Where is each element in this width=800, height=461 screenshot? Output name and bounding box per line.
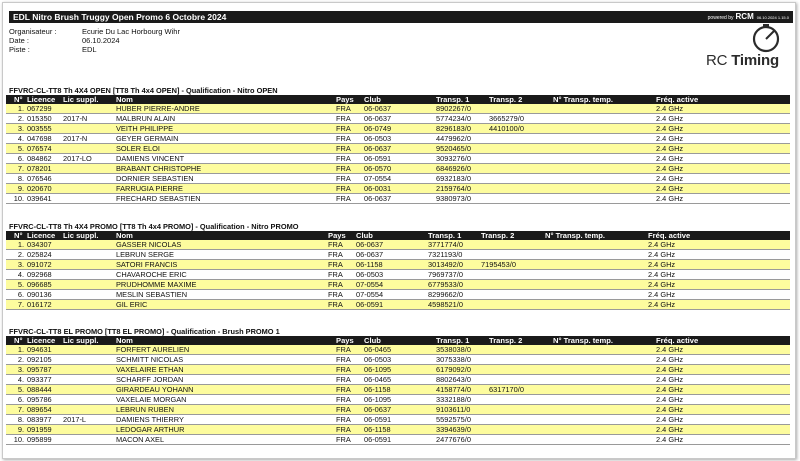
col-club-cell: 06-0637 [364,405,392,414]
col-num-cell: 5. [17,385,24,394]
col-licence-cell: 083977 [27,415,52,424]
col-transp1-cell: 4598521/0 [428,300,463,309]
col-club-cell: 06-0591 [364,154,392,163]
table-row [6,250,790,260]
table-row [6,240,790,250]
col-club-cell: 06-0591 [364,435,392,444]
col-num-cell: 7. [17,164,24,173]
col-nom-cell: LEBRUN SERGE [116,250,174,259]
table-row [6,270,790,280]
col-num-cell: 10. [13,435,24,444]
col-freq-cell: 2.4 GHz [656,124,684,133]
col-club-header: Club [364,336,381,345]
col-nom-cell: CHAVAROCHE ERIC [116,270,187,279]
col-transp1-cell: 8902267/0 [436,104,471,113]
col-num-cell: 1. [17,240,24,249]
col-licence-cell: 088444 [27,385,52,394]
col-nom-cell: PRUDHOMME MAXIME [116,280,197,289]
col-licence-cell: 092105 [27,355,52,364]
col-freq-cell: 2.4 GHz [656,365,684,374]
table-row [6,395,790,405]
col-pays-cell: FRA [328,250,343,259]
col-lic-suppl-cell: 2017-N [63,114,88,123]
col-transp1-cell: 7969737/0 [428,270,463,279]
col-lic-suppl-header: Lic suppl. [63,336,99,345]
col-club-cell: 06-1158 [356,260,383,269]
col-num-cell: 3. [17,124,24,133]
col-nom-cell: SOLER ELOI [116,144,160,153]
col-freq-cell: 2.4 GHz [656,435,684,444]
col-transp1-cell: 9380973/0 [436,194,471,203]
col-nom-header: Nom [116,231,133,240]
col-licence-cell: 034307 [27,240,52,249]
col-transp2-cell: 3665279/0 [489,114,524,123]
col-pays-cell: FRA [336,184,351,193]
col-transp1-cell: 3075338/0 [436,355,471,364]
col-nom-cell: VAXELAIE MORGAN [116,395,187,404]
col-num-header: N° [14,95,23,104]
col-nom-cell: SCHMITT NICOLAS [116,355,184,364]
col-freq-cell: 2.4 GHz [656,194,684,203]
col-pays-cell: FRA [336,114,351,123]
col-club-cell: 06-0637 [364,114,392,123]
col-num-cell: 4. [17,375,24,384]
col-club-cell: 07-0554 [356,280,384,289]
col-pays-cell: FRA [336,385,351,394]
col-nom-cell: MESLIN SEBASTIEN [116,290,188,299]
col-licence-cell: 025824 [27,250,52,259]
document-title: EDL Nitro Brush Truggy Open Promo 6 Octobre 2024 [13,12,227,22]
col-licence-cell: 096685 [27,280,52,289]
section-title: FFVRC-CL-TT8 Th 4X4 PROMO [TT8 Th 4x4 PROMO] - Qualification - Nitro PROMO [9,222,299,231]
stopwatch-icon [702,22,792,56]
col-freq-cell: 2.4 GHz [648,300,676,309]
col-licence-cell: 094631 [27,345,52,354]
col-freq-cell: 2.4 GHz [656,375,684,384]
col-num-cell: 3. [17,260,24,269]
col-transp1-header: Transp. 1 [428,231,462,240]
version-text: 06.10.2024 1.15.0 [756,15,789,20]
col-freq-header: Fréq. active [656,95,699,104]
table-row [6,300,790,310]
col-licence-cell: 095786 [27,395,52,404]
col-num-cell: 6. [17,154,24,163]
col-pays-cell: FRA [336,174,351,183]
table-row [6,260,790,270]
col-licence-cell: 090136 [27,290,52,299]
col-club-cell: 06-1158 [364,385,391,394]
col-num-header: N° [14,336,23,345]
col-freq-cell: 2.4 GHz [648,280,676,289]
col-transp1-cell: 6179092/0 [436,365,471,374]
col-licence-header: Licence [27,336,56,345]
col-club-cell: 06-0465 [364,375,392,384]
col-pays-header: Pays [336,336,354,345]
col-nom-cell: VAXELAIRE ETHAN [116,365,184,374]
results-section [6,86,790,204]
col-pays-cell: FRA [336,194,351,203]
col-pays-cell: FRA [328,300,343,309]
col-transp-temp-header: N° Transp. temp. [553,336,614,345]
col-nom-cell: LEBRUN RUBEN [116,405,174,414]
col-lic-suppl-header: Lic suppl. [63,231,99,240]
col-pays-cell: FRA [336,395,351,404]
col-club-cell: 06-1095 [364,395,392,404]
col-pays-cell: FRA [336,365,351,374]
col-transp1-cell: 2159764/0 [436,184,471,193]
col-nom-cell: LEDOGAR ARTHUR [116,425,185,434]
col-nom-cell: VEITH PHILIPPE [116,124,174,133]
col-club-cell: 06-0465 [364,345,392,354]
col-club-cell: 07-0554 [364,174,392,183]
title-bar [9,11,793,23]
table-row [6,114,790,124]
col-licence-cell: 093377 [27,375,52,384]
col-nom-cell: GEYER GERMAIN [116,134,179,143]
col-club-cell: 06-1158 [364,425,391,434]
col-pays-cell: FRA [336,134,351,143]
table-row [6,385,790,395]
col-freq-cell: 2.4 GHz [656,385,684,394]
col-num-cell: 7. [17,405,24,414]
col-pays-cell: FRA [336,355,351,364]
col-num-cell: 2. [17,250,24,259]
col-pays-cell: FRA [336,144,351,153]
col-num-cell: 7. [17,300,24,309]
meta-date: Date : 06.10.2024 [9,36,120,46]
col-nom-cell: DORNIER SEBASTIEN [116,174,194,183]
col-nom-header: Nom [116,336,133,345]
col-freq-cell: 2.4 GHz [656,415,684,424]
table-row [6,405,790,415]
col-club-cell: 06-0637 [364,144,392,153]
col-pays-cell: FRA [336,415,351,424]
col-nom-cell: MALBRUN ALAIN [116,114,176,123]
col-num-header: N° [14,231,23,240]
col-freq-cell: 2.4 GHz [648,270,676,279]
col-num-cell: 5. [17,280,24,289]
col-transp1-cell: 4479962/0 [436,134,471,143]
col-pays-header: Pays [328,231,346,240]
col-licence-cell: 095787 [27,365,52,374]
table-row [6,435,790,445]
col-num-cell: 10. [13,194,24,203]
col-transp1-cell: 8296183/0 [436,124,471,133]
col-transp-temp-header: N° Transp. temp. [553,95,614,104]
col-pays-cell: FRA [336,345,351,354]
col-freq-cell: 2.4 GHz [656,164,684,173]
table-row [6,134,790,144]
section-title: FFVRC-CL-TT8 EL PROMO [TT8 EL PROMO] - Qualification - Brush PROMO 1 [9,327,280,336]
col-transp1-cell: 3394639/0 [436,425,471,434]
col-pays-cell: FRA [336,124,351,133]
col-pays-cell: FRA [336,435,351,444]
col-club-cell: 06-0591 [356,300,384,309]
col-licence-cell: 076546 [27,174,52,183]
col-club-header: Club [356,231,373,240]
col-freq-cell: 2.4 GHz [656,144,684,153]
table-header [6,231,790,240]
col-freq-cell: 2.4 GHz [656,355,684,364]
col-transp2-header: Transp. 2 [489,95,523,104]
col-transp1-header: Transp. 1 [436,95,470,104]
col-freq-cell: 2.4 GHz [656,154,684,163]
col-transp1-cell: 6932183/0 [436,174,471,183]
col-num-cell: 5. [17,144,24,153]
col-club-cell: 06-0503 [356,270,384,279]
event-meta [9,27,180,55]
col-club-cell: 06-0637 [356,250,384,259]
col-nom-cell: GIRARDEAU YOHANN [116,385,194,394]
col-licence-cell: 003555 [27,124,52,133]
table-row [6,164,790,174]
rc-timing-logo [702,22,792,68]
col-licence-cell: 067299 [27,104,52,113]
col-licence-cell: 089654 [27,405,52,414]
col-licence-header: Licence [27,95,56,104]
col-nom-cell: MACON AXEL [116,435,165,444]
table-header [6,95,790,104]
col-nom-cell: FRECHARD SEBASTIEN [116,194,201,203]
col-num-cell: 2. [17,355,24,364]
col-transp1-cell: 6846926/0 [436,164,471,173]
col-transp1-cell: 5774234/0 [436,114,471,123]
table-row [6,365,790,375]
col-licence-cell: 092968 [27,270,52,279]
col-freq-cell: 2.4 GHz [656,184,684,193]
col-freq-header: Fréq. active [648,231,691,240]
col-num-cell: 2. [17,114,24,123]
col-pays-cell: FRA [328,290,343,299]
table-row [6,194,790,204]
col-num-cell: 8. [17,415,24,424]
col-num-cell: 4. [17,270,24,279]
col-transp1-cell: 9520465/0 [436,144,471,153]
col-licence-cell: 016172 [27,300,52,309]
col-licence-cell: 084862 [27,154,52,163]
col-freq-cell: 2.4 GHz [656,425,684,434]
powered-by: powered by RCM 06.10.2024 1.15.0 [707,12,789,21]
col-nom-cell: DAMIENS THIERRY [116,415,184,424]
col-transp2-cell: 7195453/0 [481,260,516,269]
col-transp1-cell: 2477676/0 [436,435,471,444]
col-transp1-cell: 3093276/0 [436,154,471,163]
col-freq-cell: 2.4 GHz [656,114,684,123]
col-transp1-cell: 9103611/0 [436,405,471,414]
col-num-cell: 6. [17,395,24,404]
col-transp1-cell: 3771774/0 [428,240,463,249]
results-section [6,222,790,310]
table-row [6,144,790,154]
col-num-cell: 4. [17,134,24,143]
table-row [6,280,790,290]
col-pays-cell: FRA [328,270,343,279]
col-num-cell: 3. [17,365,24,374]
col-licence-cell: 020670 [27,184,52,193]
col-num-cell: 1. [17,345,24,354]
col-nom-cell: BRABANT CHRISTOPHE [116,164,202,173]
col-nom-cell: DAMIENS VINCENT [116,154,185,163]
col-licence-cell: 039641 [27,194,52,203]
col-transp1-cell: 7321193/0 [428,250,463,259]
col-transp1-cell: 3332188/0 [436,395,471,404]
brand-name: RCM [735,12,754,21]
col-club-cell: 06-0503 [364,134,392,143]
col-club-cell: 06-0637 [356,240,384,249]
col-transp2-cell: 4410100/0 [489,124,524,133]
col-nom-cell: HUBER PIERRE-ANDRE [116,104,200,113]
meta-organizer: Organisateur : Ecurie Du Lac Horbourg Wihr [9,27,180,36]
col-transp1-cell: 3538038/0 [436,345,471,354]
col-club-cell: 06-0749 [364,124,392,133]
col-licence-cell: 015350 [27,114,52,123]
table-row [6,290,790,300]
col-pays-cell: FRA [336,405,351,414]
col-freq-cell: 2.4 GHz [648,290,676,299]
table-header [6,336,790,345]
col-num-cell: 9. [17,184,24,193]
table-row [6,104,790,114]
col-licence-cell: 091959 [27,425,52,434]
col-nom-cell: FORFERT AURELIEN [116,345,190,354]
col-num-cell: 6. [17,290,24,299]
col-freq-cell: 2.4 GHz [656,104,684,113]
col-pays-cell: FRA [336,375,351,384]
col-transp1-cell: 4158774/0 [436,385,471,394]
col-lic-suppl-header: Lic suppl. [63,95,99,104]
col-pays-cell: FRA [336,425,351,434]
col-transp1-cell: 8299662/0 [428,290,463,299]
col-nom-header: Nom [116,95,133,104]
col-nom-cell: GIL ERIC [116,300,148,309]
col-pays-cell: FRA [336,154,351,163]
table-row [6,174,790,184]
table-row [6,375,790,385]
col-freq-cell: 2.4 GHz [656,395,684,404]
col-pays-header: Pays [336,95,354,104]
col-club-cell: 06-0031 [364,184,392,193]
col-freq-cell: 2.4 GHz [648,240,676,249]
col-licence-cell: 091072 [27,260,52,269]
col-transp1-cell: 5592575/0 [436,415,471,424]
col-pays-cell: FRA [336,104,351,113]
col-nom-cell: GASSER NICOLAS [116,240,182,249]
col-club-cell: 06-0570 [364,164,392,173]
col-licence-cell: 095899 [27,435,52,444]
col-pays-cell: FRA [328,260,343,269]
col-transp2-header: Transp. 2 [481,231,515,240]
col-transp1-cell: 3013492/0 [428,260,463,269]
col-nom-cell: SCHARFF JORDAN [116,375,184,384]
col-transp1-cell: 8802643/0 [436,375,471,384]
table-row [6,345,790,355]
col-lic-suppl-cell: 2017-LO [63,154,92,163]
logo-text: RC Timing [706,52,779,69]
col-transp-temp-header: N° Transp. temp. [545,231,606,240]
col-freq-cell: 2.4 GHz [656,405,684,414]
col-num-cell: 1. [17,104,24,113]
col-club-cell: 06-0637 [364,194,392,203]
col-freq-cell: 2.4 GHz [648,260,676,269]
col-nom-cell: SATORI FRANCIS [116,260,178,269]
col-licence-cell: 076574 [27,144,52,153]
col-nom-cell: FARRUGIA PIERRE [116,184,183,193]
col-freq-cell: 2.4 GHz [648,250,676,259]
section-title: FFVRC-CL-TT8 Th 4X4 OPEN [TT8 Th 4x4 OPEN] - Qualification - Nitro OPEN [9,86,278,95]
col-pays-cell: FRA [328,240,343,249]
meta-track: Piste : EDL [9,45,97,55]
col-freq-cell: 2.4 GHz [656,174,684,183]
col-club-cell: 06-0591 [364,415,392,424]
col-num-cell: 9. [17,425,24,434]
col-pays-cell: FRA [328,280,343,289]
col-licence-header: Licence [27,231,56,240]
table-row [6,154,790,164]
col-licence-cell: 047698 [27,134,52,143]
col-club-header: Club [364,95,381,104]
table-row [6,184,790,194]
col-licence-cell: 078201 [27,164,52,173]
col-num-cell: 8. [17,174,24,183]
col-pays-cell: FRA [336,164,351,173]
col-freq-cell: 2.4 GHz [656,134,684,143]
table-row [6,124,790,134]
table-row [6,425,790,435]
col-club-cell: 06-1095 [364,365,392,374]
col-club-cell: 06-0503 [364,355,392,364]
col-club-cell: 07-0554 [356,290,384,299]
col-transp1-header: Transp. 1 [436,336,470,345]
table-row [6,415,790,425]
col-freq-header: Fréq. active [656,336,699,345]
col-transp2-cell: 6317170/0 [489,385,524,394]
col-lic-suppl-cell: 2017-L [63,415,87,424]
col-transp1-cell: 6779533/0 [428,280,463,289]
col-freq-cell: 2.4 GHz [656,345,684,354]
results-section [6,327,790,445]
table-row [6,355,790,365]
col-club-cell: 06-0637 [364,104,392,113]
col-transp2-header: Transp. 2 [489,336,523,345]
col-lic-suppl-cell: 2017-N [63,134,88,143]
